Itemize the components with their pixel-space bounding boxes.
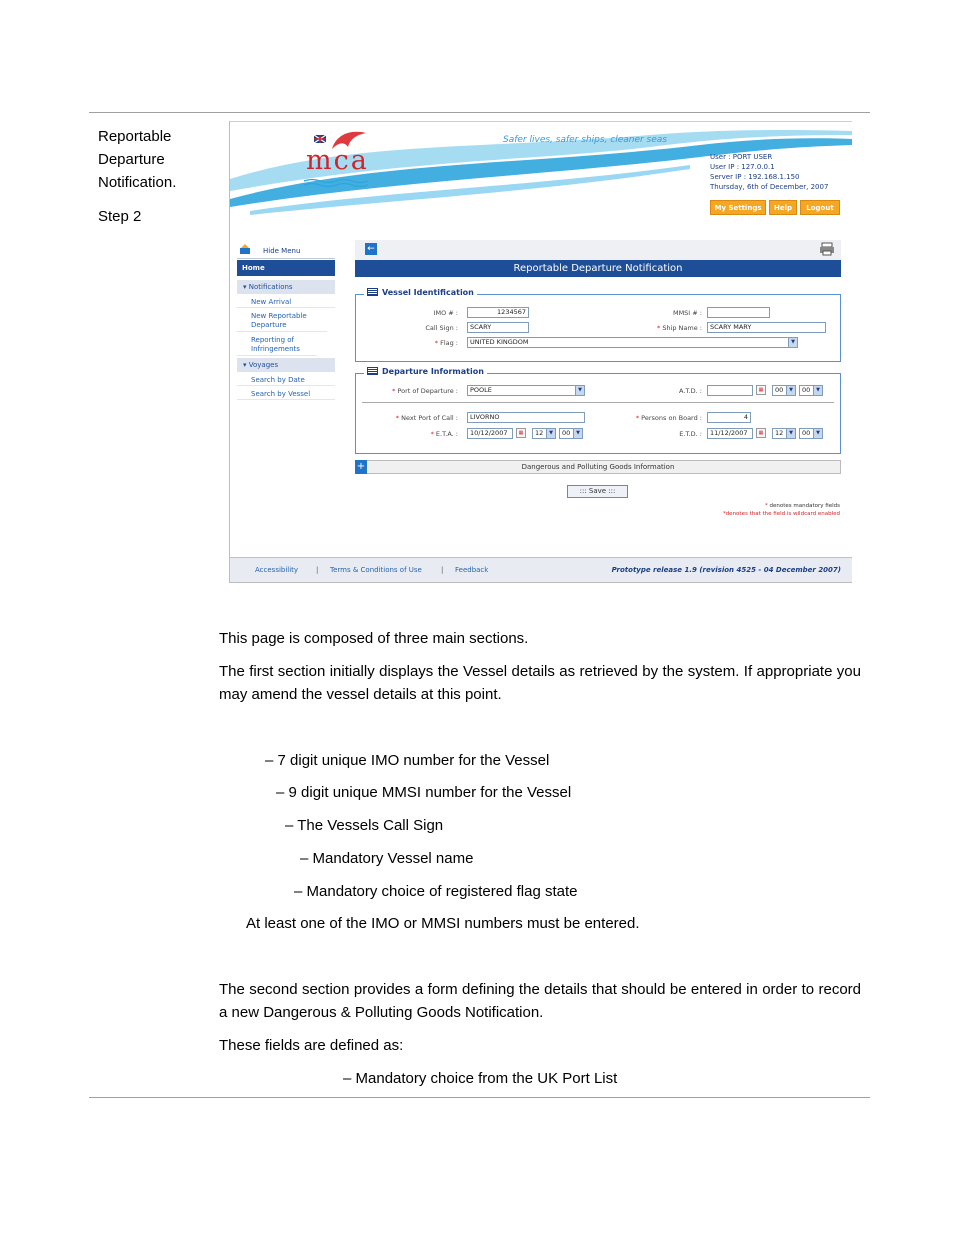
ship-name-label-text: Ship Name : (662, 324, 702, 332)
menu-group-notifications[interactable]: ▾ Notifications (237, 280, 335, 294)
app-footer (230, 557, 852, 582)
menu-item-new-reportable-departure[interactable]: New Reportable Departure (237, 310, 327, 332)
imo-mmsi-note: At least one of the IMO or MMSI numbers must be entered. (246, 915, 640, 932)
user-line: Server IP : 192.168.1.150 (710, 173, 800, 181)
feedback-link[interactable]: Feedback (455, 566, 489, 574)
chevron-down-icon: ▼ (813, 386, 822, 395)
chevron-down-icon: ▼ (786, 429, 795, 438)
menu-item-reporting-infringements[interactable]: Reporting of Infringements (237, 334, 317, 356)
wildcard-note-text: denotes that the field is wildcard enabled (725, 511, 840, 517)
chevron-down-icon: ▼ (575, 386, 584, 395)
eta-label-text: E.T.A. : (435, 430, 458, 438)
logout-button[interactable]: Logout (800, 200, 840, 215)
definition-imo: – 7 digit unique IMO number for the Vessel (265, 752, 550, 769)
vessel-legend (364, 288, 477, 297)
plus-icon[interactable]: + (356, 461, 366, 472)
help-button[interactable]: Help (769, 200, 797, 215)
departure-legend-text: Departure Information (382, 367, 484, 376)
vessel-legend-text: Vessel Identification (382, 288, 474, 297)
divider (362, 402, 834, 403)
paragraph: This page is composed of three main sections. (219, 630, 529, 647)
section-icon (367, 288, 378, 296)
etd-minute-value: 00 (802, 429, 811, 437)
departure-legend (364, 367, 487, 376)
required-mark: * (765, 503, 768, 509)
definition-ship-name: – Mandatory Vessel name (300, 850, 474, 867)
menu-item-search-by-vessel[interactable]: Search by Vessel (237, 388, 335, 400)
user-line: User : PORT USER (710, 153, 773, 161)
ship-name-input[interactable]: SCARY MARY (707, 322, 826, 333)
eta-hour-value: 12 (535, 429, 544, 437)
next-port-label (396, 414, 458, 422)
back-arrow-icon[interactable]: ← (365, 243, 377, 255)
chevron-down-icon: ▼ (813, 429, 822, 438)
vessel-identification-section (355, 288, 841, 362)
calendar-icon[interactable]: ▦ (756, 428, 766, 438)
etd-label: E.T.D. : (679, 430, 702, 438)
paragraph: The second section provides a form defining the details that should be entered in order to record a new Dangerous & Polluting Goods Notification. (219, 981, 861, 1021)
paragraph: The first section initially displays the Vessel details as retrieved by the system. If appropriate you may amend the vessel details at this point. (219, 663, 861, 703)
step-number: Step 2 (98, 208, 142, 225)
port-of-departure-label (392, 387, 458, 395)
dangerous-goods-label: Dangerous and Polluting Goods Information (521, 463, 675, 471)
bottom-rule (89, 1097, 870, 1098)
definition-call-sign: – The Vessels Call Sign (285, 817, 444, 834)
menu-item-search-by-date[interactable]: Search by Date (237, 374, 335, 386)
menu-group-label: Voyages (248, 361, 279, 369)
hide-menu-label: Hide Menu (263, 247, 301, 255)
atd-label: A.T.D. : (679, 387, 702, 395)
chevron-down-icon: ▼ (546, 429, 555, 438)
eta-minute-value: 00 (562, 429, 571, 437)
persons-on-board-label-text: Persons on Board : (641, 414, 702, 422)
ship-name-label (657, 324, 702, 332)
atd-minute-select[interactable] (799, 385, 823, 396)
flag-label-text: Flag : (440, 339, 458, 347)
persons-on-board-label (636, 414, 702, 422)
definition-mmsi: – 9 digit unique MMSI number for the Vessel (276, 784, 572, 801)
etd-minute-select[interactable] (799, 428, 823, 439)
calendar-icon[interactable]: ▦ (516, 428, 526, 438)
departure-information-section (355, 367, 841, 454)
section-icon (367, 367, 378, 375)
definition-port-of-departure: – Mandatory choice from the UK Port List (343, 1070, 618, 1087)
eta-label (431, 430, 458, 438)
port-of-departure-label-text: Port of Departure : (397, 387, 458, 395)
footer-separator: | (441, 566, 444, 574)
menu-group-label: Notifications (248, 283, 293, 291)
required-mark: * (392, 387, 396, 395)
chevron-down-icon: ▼ (788, 338, 797, 347)
required-mark: * (434, 339, 438, 347)
flag-select[interactable] (467, 337, 798, 348)
eta-hour-select[interactable] (532, 428, 556, 439)
release-info: Prototype release 1.9 (revision 4525 - 04 December 2007) (611, 566, 841, 574)
port-of-departure-value: POOLE (470, 386, 492, 394)
next-port-input[interactable]: LIVORNO (467, 412, 585, 423)
mmsi-input[interactable] (707, 307, 770, 318)
user-line: Thursday, 6th of December, 2007 (710, 183, 829, 191)
required-mark: * (395, 414, 400, 422)
etd-hour-value: 12 (775, 429, 784, 437)
terms-link[interactable]: Terms & Conditions of Use (330, 566, 422, 574)
menu-home[interactable]: Home (237, 260, 335, 276)
next-port-label-text: Next Port of Call : (401, 414, 458, 422)
required-mark: * (430, 430, 434, 438)
hide-menu-button[interactable] (237, 241, 335, 259)
mandatory-note-text: denotes mandatory fields (769, 503, 840, 509)
paragraph: These fields are defined as: (219, 1037, 404, 1054)
form-title: Reportable Departure Notification (355, 260, 841, 277)
port-of-departure-select[interactable] (467, 385, 585, 396)
form-toolbar (355, 240, 841, 260)
imo-input[interactable]: 1234567 (467, 307, 529, 318)
mmsi-label: MMSI # : (672, 309, 702, 317)
imo-label: IMO # : (433, 309, 458, 317)
step-title: Reportable Departure Notification. (98, 128, 177, 191)
required-mark: * (635, 414, 640, 422)
call-sign-input[interactable]: SCARY (467, 322, 529, 333)
chevron-down-icon: ▼ (786, 386, 795, 395)
etd-date-input[interactable]: 11/12/2007 (707, 428, 753, 439)
atd-date-input[interactable] (707, 385, 753, 396)
wildcard-note (723, 511, 840, 517)
etd-hour-select[interactable] (772, 428, 796, 439)
accessibility-link[interactable]: Accessibility (255, 566, 299, 574)
my-settings-button[interactable]: My Settings (710, 200, 766, 215)
chevron-down-icon: ▼ (573, 429, 582, 438)
menu-group-voyages[interactable]: ▾ Voyages (237, 358, 335, 372)
logo-waves-icon (304, 178, 368, 188)
dangerous-goods-expander[interactable] (355, 460, 841, 474)
tagline: Safer lives, safer ships, cleaner seas (503, 135, 667, 145)
required-mark: * (656, 324, 661, 332)
atd-hour-select[interactable] (772, 385, 796, 396)
wildcard-mark: * (722, 511, 726, 517)
hide-menu-icon (239, 243, 251, 255)
eta-minute-select[interactable] (559, 428, 583, 439)
calendar-icon[interactable]: ▦ (756, 385, 766, 395)
call-sign-label: Call Sign : (425, 324, 458, 332)
flag-label (435, 339, 458, 347)
print-icon[interactable] (819, 242, 835, 256)
atd-hour-value: 00 (775, 386, 784, 394)
eta-date-input[interactable]: 10/12/2007 (467, 428, 513, 439)
flag-select-value: UNITED KINGDOM (470, 338, 529, 346)
mca-logo-text: mca (306, 145, 369, 176)
application-screenshot (229, 121, 852, 583)
user-info (710, 152, 828, 192)
footer-separator: | (316, 566, 319, 574)
definition-flag: – Mandatory choice of registered flag state (294, 883, 578, 900)
top-rule (89, 112, 870, 113)
user-line: User IP : 127.0.0.1 (710, 163, 775, 171)
persons-on-board-input[interactable]: 4 (707, 412, 751, 423)
menu-item-new-arrival[interactable]: New Arrival (237, 296, 335, 308)
mandatory-note (765, 503, 840, 509)
save-button[interactable]: ::: Save ::: (567, 485, 628, 498)
atd-minute-value: 00 (802, 386, 811, 394)
